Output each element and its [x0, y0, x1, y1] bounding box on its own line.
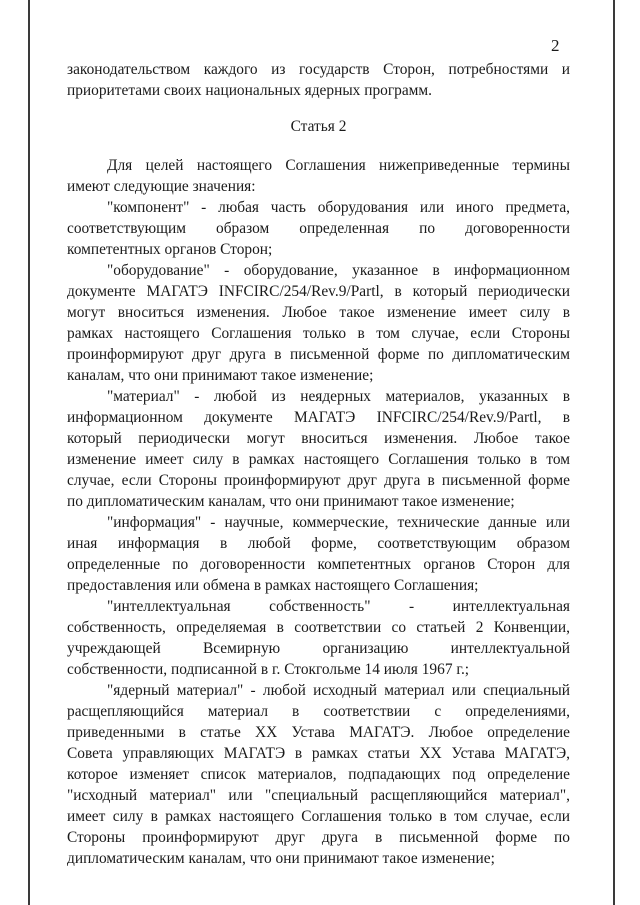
text-line: проинформируют друг друга в письменной форме по дипломатическим: [67, 346, 570, 363]
text-line: "интеллектуальная собственность" - интеллектуальная: [107, 598, 570, 615]
text-line: каналам, что они принимают такое изменение;: [67, 367, 374, 384]
text-line: расщепляющийся материал в соответствии с определениями,: [67, 703, 570, 720]
article-heading: Статья 2: [290, 118, 347, 135]
text-line: дипломатическим каналам, что они принимают такое изменение;: [67, 850, 495, 867]
text-line: документе МАГАТЭ INFCIRC/254/Rev.9/Partl, в который периодически: [67, 283, 570, 300]
text-line: по дипломатическим каналам, что они принимают такое изменение;: [67, 493, 515, 510]
text-line: соответствующим образом определенная по договоренности: [67, 220, 570, 237]
text-line: рамках настоящего Соглашения только в том случае, если Стороны: [67, 325, 570, 342]
text-line: определенные по договоренности компетентных органов Сторон для: [67, 556, 570, 573]
text-line: собственности, подписанной в г. Стокгольме 14 июля 1967 г.;: [67, 661, 470, 678]
text-line: "информация" - научные, коммерческие, технические данные или: [107, 514, 570, 531]
text-line: который периодически могут вноситься изменения. Любое такое: [67, 430, 570, 447]
text-line: Стороны проинформируют друг друга в письменной форме по: [67, 829, 570, 846]
text-line: могут вноситься изменения. Любое такое изменение имеет силу в: [67, 304, 570, 321]
text-line: Совета управляющих МАГАТЭ в рамках статьи XX Устава МАГАТЭ,: [67, 745, 570, 762]
text-line: приведенными в статье XX Устава МАГАТЭ. Любое определение: [67, 724, 570, 741]
text-line: имеет силу в рамках настоящего Соглашения только в том случае, если: [67, 808, 570, 825]
text-line: приоритетами своих национальных ядерных программ.: [67, 82, 432, 99]
text-line: изменение имеет силу в рамках настоящего Соглашения только в том: [67, 451, 570, 468]
text-line: случае, если Стороны проинформируют друг друга в письменной форме: [67, 472, 570, 489]
text-line: предоставления или обмена в рамках настоящего Соглашения;: [67, 577, 479, 594]
text-line: компетентных органов Сторон;: [67, 241, 273, 258]
text-line: имеют следующие значения:: [67, 178, 256, 195]
text-line: "материал" - любой из неядерных материалов, указанных в: [107, 388, 570, 405]
text-line: "ядерный материал" - любой исходный материал или специальный: [107, 682, 570, 699]
page-number: 2: [551, 36, 560, 55]
text-line: "исходный материал" или "специальный расщепляющийся материал",: [67, 787, 570, 804]
text-line: "оборудование" - оборудование, указанное в информационном: [107, 262, 570, 279]
text-line: собственность, определяемая в соответствии со статьей 2 Конвенции,: [67, 619, 570, 636]
text-line: учреждающей Всемирную организацию интеллектуальной: [67, 640, 570, 657]
text-line: законодательством каждого из государств Сторон, потребностями и: [67, 61, 570, 78]
text-line: иная информация в любой форме, соответствующим образом: [67, 535, 570, 552]
text-line: Для целей настоящего Соглашения нижеприведенные термины: [107, 157, 570, 174]
text-line: информационном документе МАГАТЭ INFCIRC/254/Rev.9/Partl, в: [67, 409, 570, 426]
text-line: которое изменяет список материалов, подпадающих под определение: [67, 766, 570, 783]
text-line: "компонент" - любая часть оборудования или иного предмета,: [107, 199, 570, 216]
